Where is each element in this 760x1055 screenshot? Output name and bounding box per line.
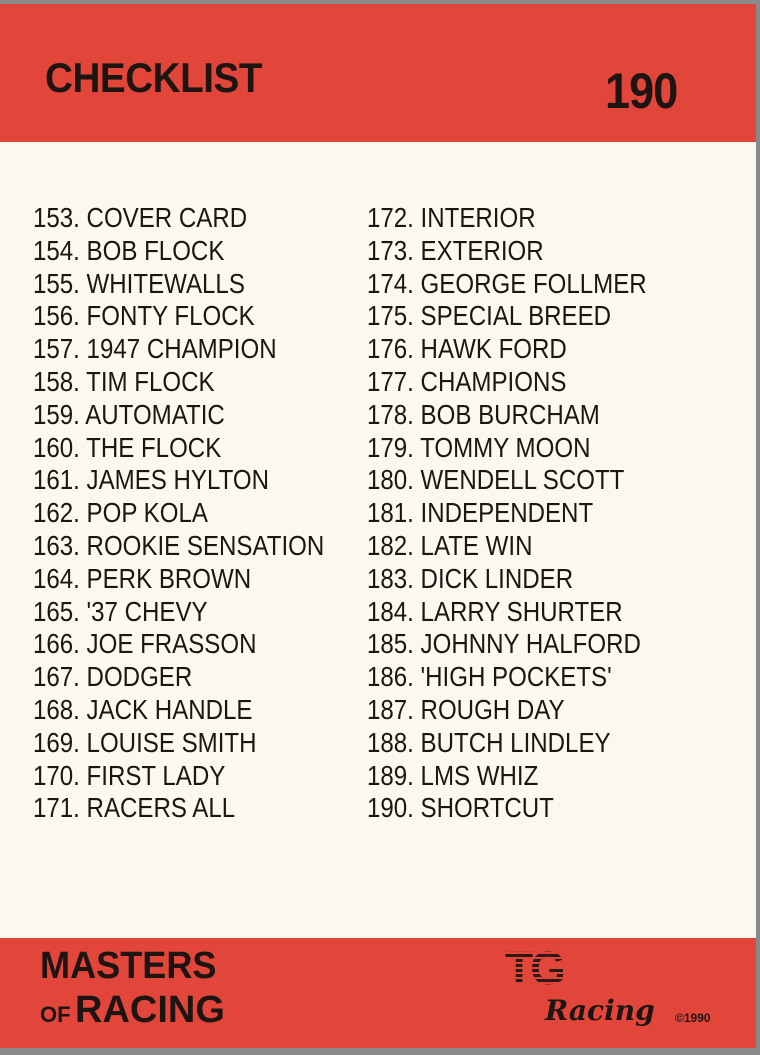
checklist-item: 182. LATE WIN	[367, 529, 533, 561]
checklist-item: 175. SPECIAL BREED	[367, 300, 612, 332]
checklist-item: 172. INTERIOR	[367, 202, 536, 233]
checklist-item: 162. POP KOLA	[33, 497, 208, 529]
checklist-item: 187. ROUGH DAY	[367, 693, 565, 725]
checklist-item: 155. WHITEWALLS	[33, 267, 245, 299]
checklist-item: 161. JAMES HYLTON	[33, 464, 269, 496]
card-number: 190	[605, 63, 678, 119]
brand-line-2: RACING	[75, 989, 225, 1031]
checklist-item: 168. JACK HANDLE	[33, 693, 253, 725]
copyright: ©1990	[675, 1011, 711, 1025]
brand-line-2-row	[40, 988, 226, 1040]
checklist-item: 154. BOB FLOCK	[33, 234, 225, 266]
checklist-item: 156. FONTY FLOCK	[33, 300, 255, 332]
logo-tg: TG	[505, 942, 563, 994]
checklist-item: 180. WENDELL SCOTT	[367, 464, 625, 496]
checklist-item: 176. HAWK FORD	[367, 333, 567, 365]
checklist-item: 189. LMS WHIZ	[367, 759, 539, 791]
checklist-item: 166. JOE FRASSON	[33, 628, 257, 660]
tg-racing-logo	[505, 944, 735, 1044]
checklist-item: 188. BUTCH LINDLEY	[367, 726, 611, 758]
checklist-item: 178. BOB BURCHAM	[367, 398, 600, 430]
checklist-left-column	[33, 202, 372, 825]
checklist-item: 174. GEORGE FOLLMER	[367, 267, 647, 299]
checklist-item: 177. CHAMPIONS	[367, 365, 567, 397]
checklist-item: 165. '37 CHEVY	[33, 595, 208, 627]
checklist-item: 170. FIRST LADY	[33, 759, 226, 791]
checklist-item: 190. SHORTCUT	[367, 792, 554, 824]
checklist-item: 157. 1947 CHAMPION	[33, 333, 277, 365]
logo-racing: Racing	[545, 994, 655, 1027]
checklist-item: 181. INDEPENDENT	[367, 497, 594, 529]
card-title: CHECKLIST	[45, 54, 262, 101]
checklist-item: 173. EXTERIOR	[367, 234, 544, 266]
brand-line-1: MASTERS	[40, 945, 217, 987]
checklist-item: 159. AUTOMATIC	[33, 398, 225, 430]
brand-of: OF	[40, 1002, 71, 1027]
checklist-item: 183. DICK LINDER	[367, 562, 574, 594]
checklist-item: 184. LARRY SHURTER	[367, 595, 623, 627]
checklist-item: 158. TIM FLOCK	[33, 365, 215, 397]
trading-card	[0, 4, 756, 1048]
checklist-item: 171. RACERS ALL	[33, 792, 236, 824]
checklist-item: 179. TOMMY MOON	[367, 431, 591, 463]
checklist-item: 164. PERK BROWN	[33, 562, 252, 594]
checklist-item: 185. JOHNNY HALFORD	[367, 628, 641, 660]
header-band	[0, 4, 756, 142]
checklist-item: 153. COVER CARD	[33, 202, 248, 233]
checklist-item: 186. 'HIGH POCKETS'	[367, 661, 612, 693]
checklist-item: 163. ROOKIE SENSATION	[33, 529, 325, 561]
masters-of-racing-logo	[40, 944, 226, 1040]
checklist-item: 167. DODGER	[33, 661, 193, 693]
checklist-right-column	[367, 202, 692, 825]
checklist-item: 160. THE FLOCK	[33, 431, 222, 463]
checklist-item: 169. LOUISE SMITH	[33, 726, 257, 758]
